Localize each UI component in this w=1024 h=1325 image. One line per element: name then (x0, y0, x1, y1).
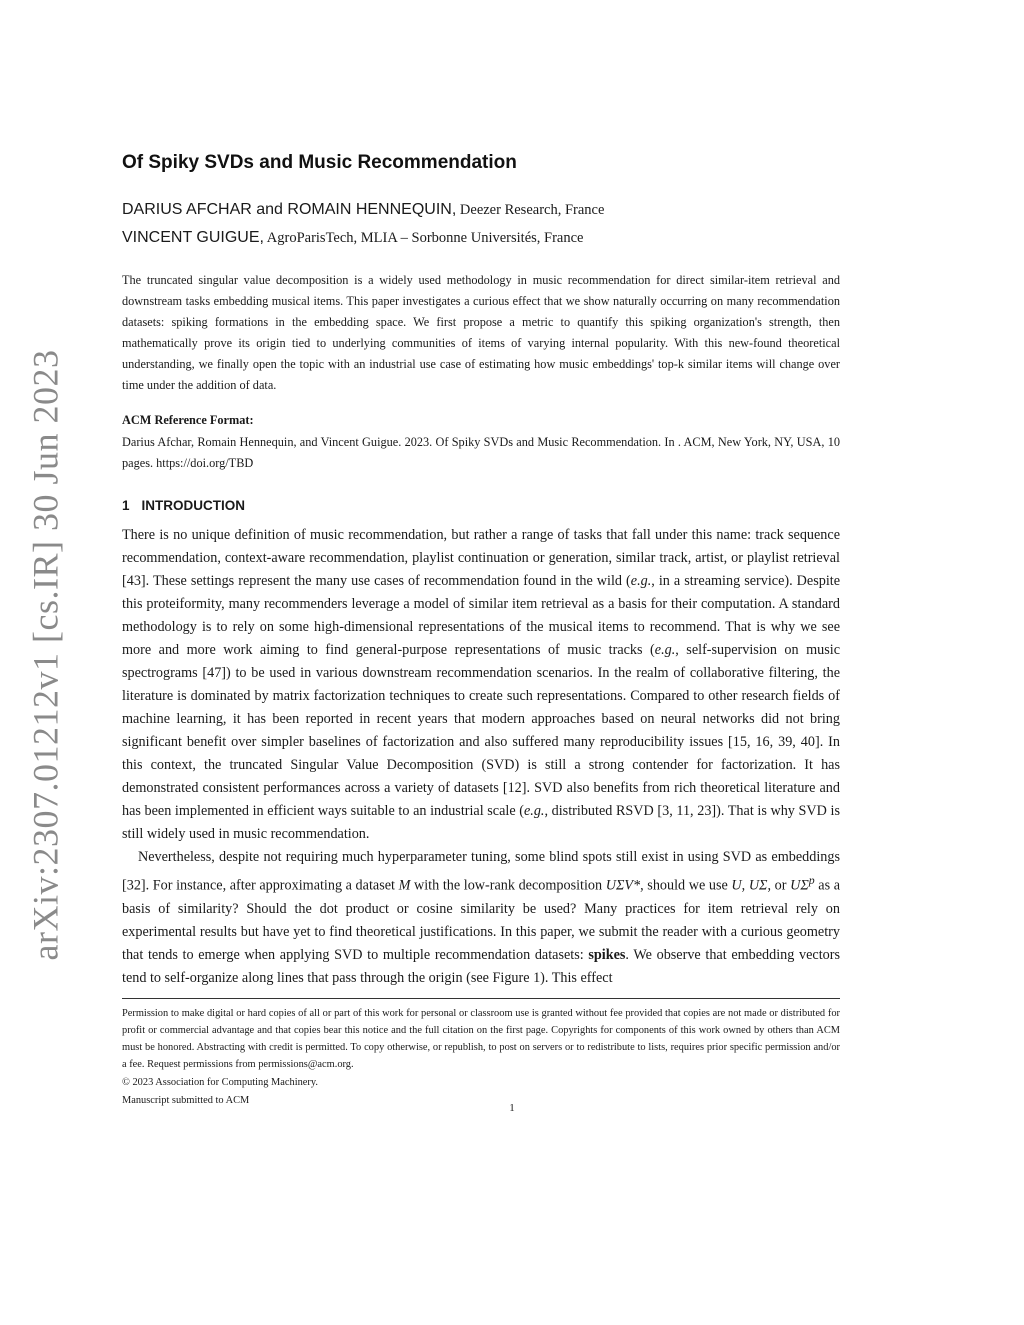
para2-text-d: , (741, 877, 749, 894)
para1-text-c: , self-supervision on music spectrograms [47]) to be used in various downstream recommendation scenarios. In the realm of collaborative filtering, the literature is dominated by matrix factorization techniques to create such representations. Compared to other research fields of machine learning, it has been reported in recent years that modern approaches based on neural networks did not bring significant benefit over simpler baselines of factorization and also suffered many reproducibility issues [15, 16, 39, 40]. In this context, the truncated Singular Value Decomposition (SVD) is still a strong contender for factorization. It has demonstrated consistent performances across a variety of datasets [12]. SVD also benefits from rich theoretical literature and has been implemented in efficient ways suitable to an industrial scale ( (122, 642, 841, 819)
math-usigma-p: UΣ (790, 877, 809, 894)
paper-title: Of Spiky SVDs and Music Recommendation (122, 152, 517, 173)
math-usv: UΣV* (605, 877, 641, 894)
section-title: INTRODUCTION (141, 498, 246, 513)
author-line-2 (122, 224, 840, 252)
acm-reference-heading: ACM Reference Format: (122, 413, 254, 427)
permission-footnote: Permission to make digital or hard copies of all or part of this work for personal or classroom use is granted without fee provided that copies are not made or distributed for profit or commercial advantage and that copies bear this notice and the full citation on the first page. Copyrights for components of this work owned by others than ACM must be honored. Abstracting with credit is permitted. To copy otherwise, or republish, to post on servers or to redistribute to lists, requires prior specific permission and/or a fee. Request permissions from permissions@acm.org. (122, 1007, 840, 1070)
section-heading (122, 496, 840, 516)
para2-text-c: , should we use (640, 877, 732, 894)
author-affiliation-1: Deezer Research, France (456, 202, 605, 218)
author-names-2: VINCENT GUIGUE, (122, 229, 264, 246)
author-affiliation-2: AgroParisTech, MLIA – Sorbonne Universités, France (263, 230, 584, 246)
abstract: The truncated singular value decomposition is a widely used methodology in music recommendation for direct similar-item retrieval and downstream tasks embedding musical items. This paper investigates a curious effect that we show naturally occurring on many recommendation datasets: spiking formations in the embedding space. We first propose a metric to quantify this spiking organization's strength, then mathematically prove its origin tied to underlying communities of items of varying internal popularity. With this new-found theoretical understanding, we finally open the topic with an industrial use case of estimating how music embeddings' top-k similar items will change over time under the addition of data. (122, 273, 840, 392)
author-names-1: DARIUS AFCHAR and ROMAIN HENNEQUIN, (122, 201, 457, 218)
para1-text-d: , distributed RSVD [3, 11, 23]). That is why SVD is still widely used in music recommendation. (122, 803, 840, 842)
section-number: 1 (122, 498, 130, 513)
math-m: M (398, 877, 411, 894)
para2-text-b: with the low-rank decomposition (410, 877, 606, 894)
math-u: U (731, 877, 742, 894)
para2-text-g: . We observe that embedding vectors tend to self-organize along lines that pass through the origin (see Figure 1). This effect (122, 946, 840, 986)
acm-reference-text: Darius Afchar, Romain Hennequin, and Vincent Guigue. 2023. Of Spiky SVDs and Music Recommendation. In . ACM, New York, NY, USA, 10 pages. https://doi.org/TBD (122, 435, 840, 470)
page-number: 1 (509, 1102, 515, 1114)
para1-eg-1: e.g. (630, 573, 652, 589)
para2-text-a: Nevertheless, despite not requiring much hyperparameter tuning, some blind spots still exist in using SVD as embeddings [32]. For instance, after approximating a dataset (122, 849, 840, 894)
author-line-1 (122, 196, 840, 224)
intro-paragraph-1 (122, 524, 840, 846)
manuscript-line: Manuscript submitted to ACM (122, 1094, 250, 1106)
para2-text-e: , or (767, 877, 791, 894)
math-p-exponent: p (808, 873, 815, 887)
para2-text-f: as a basis of similarity? Should the dot product or cosine similarity be used? Many practices for item retrieval rely on experimental results but have yet to find theoretical justifications. In this paper, we submit the reader with a curious geometry that tends to emerge when applying SVD to multiple recommendation datasets: (122, 877, 841, 963)
para1-text-a: There is no unique definition of music recommendation, but rather a range of tasks that fall under this name: track sequence recommendation, context-aware recommendation, playlist continuation or generation, similar track, artist, or playlist retrieval [43]. These settings represent the many use cases of recommendation found in the wild ( (122, 527, 840, 589)
footnote-rule (122, 998, 840, 999)
paper-page (122, 152, 840, 1109)
copyright-line: © 2023 Association for Computing Machinery. (122, 1076, 318, 1088)
arxiv-stamp (0, 349, 90, 961)
spikes-term: spikes (588, 946, 626, 963)
intro-paragraph-2 (122, 846, 840, 990)
arxiv-id: arXiv:2307.01212v1 [cs.IR] 30 Jun 2023 (25, 349, 66, 961)
math-usigma: UΣ (748, 877, 768, 894)
para1-text-b: , in a streaming service). Despite this proteiformity, many recommenders leverage a model of similar item retrieval as a basis for their computation. A standard methodology is to rely on some high-dimensional representations of the musical items to recommend. That is why we see more and more work aiming to find general-purpose representations of music tracks ( (122, 573, 840, 658)
para1-eg-2: e.g. (654, 642, 676, 658)
para1-eg-3: e.g. (523, 803, 545, 819)
